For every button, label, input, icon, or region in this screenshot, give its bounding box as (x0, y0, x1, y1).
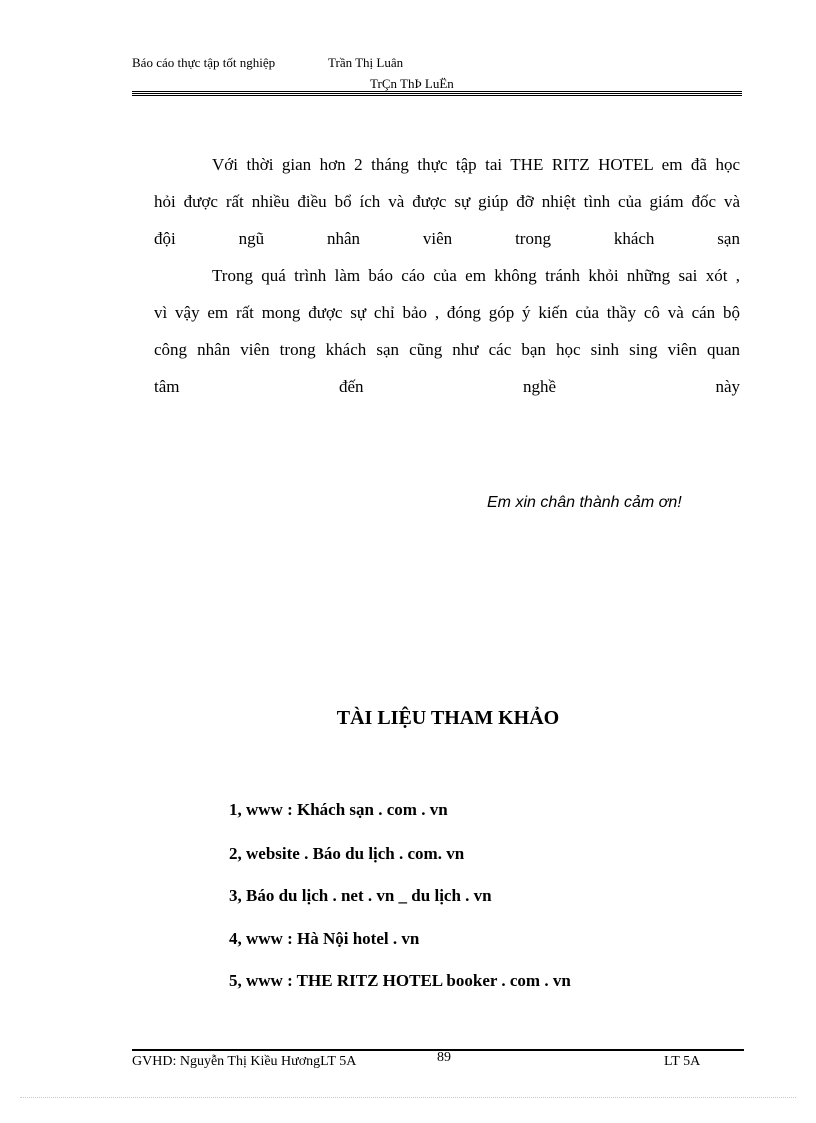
paragraph-line: vì vậy em rất mong được sự chỉ bảo , đóng góp ý kiến của thầy cô và cán bộ (154, 303, 740, 322)
reference-item: 5, www : THE RITZ HOTEL booker . com . vn (229, 971, 571, 990)
footer-page-number: 89 (437, 1050, 451, 1065)
paragraph-apology (154, 257, 740, 405)
references-title: TÀI LIỆU THAM KHẢO (336, 707, 560, 729)
header-garbled-author: TrÇn ThÞ LuËn (370, 76, 454, 91)
page-bottom-border (20, 1097, 796, 1098)
paragraph-gratitude (154, 146, 740, 257)
reference-item: 1, www : Khách sạn . com . vn (229, 800, 448, 819)
word: khách (613, 229, 655, 248)
paragraph-line: Với thời gian hơn 2 tháng thực tập tai THE RITZ HOTEL em đã học (212, 155, 740, 174)
footer-class-code: LT 5A (664, 1054, 701, 1069)
header-author: Trần Thị Luân (328, 55, 404, 70)
word: ngũ (238, 229, 265, 248)
word: trong (515, 229, 551, 248)
header-report-title: Báo cáo thực tập tốt nghiệp (132, 55, 276, 70)
paragraph-line: công nhân viên trong khách sạn cũng như các bạn học sinh sing viên quan (154, 340, 740, 359)
word: sạn (717, 229, 740, 248)
word: đến (338, 377, 364, 396)
paragraph-line: Trong quá trình làm báo cáo của em không tránh khỏi những sai xót , (212, 266, 740, 285)
paragraph-last-line (154, 220, 740, 257)
word: nhân (326, 229, 361, 248)
reference-item: 4, www : Hà Nội hotel . vn (229, 929, 420, 948)
header-divider (132, 91, 742, 96)
closing-thanks: Em xin chân thành cảm ơn! (487, 494, 682, 511)
word: tâm (154, 377, 180, 396)
word: viên (422, 229, 453, 248)
paragraph-line: hỏi được rất nhiều điều bổ ích và được sự giúp đỡ nhiệt tình của giám đốc và (154, 192, 740, 211)
word: này (715, 377, 740, 396)
word: nghề (522, 377, 556, 396)
reference-item: 2, website . Báo du lịch . com. vn (229, 844, 465, 863)
reference-item: 3, Báo du lịch . net . vn _ du lịch . vn (229, 886, 492, 905)
word: đội (154, 229, 176, 248)
footer-supervisor: GVHD: Nguyễn Thị Kiều HươngLT 5A (132, 1054, 357, 1069)
paragraph-last-line (154, 368, 740, 405)
